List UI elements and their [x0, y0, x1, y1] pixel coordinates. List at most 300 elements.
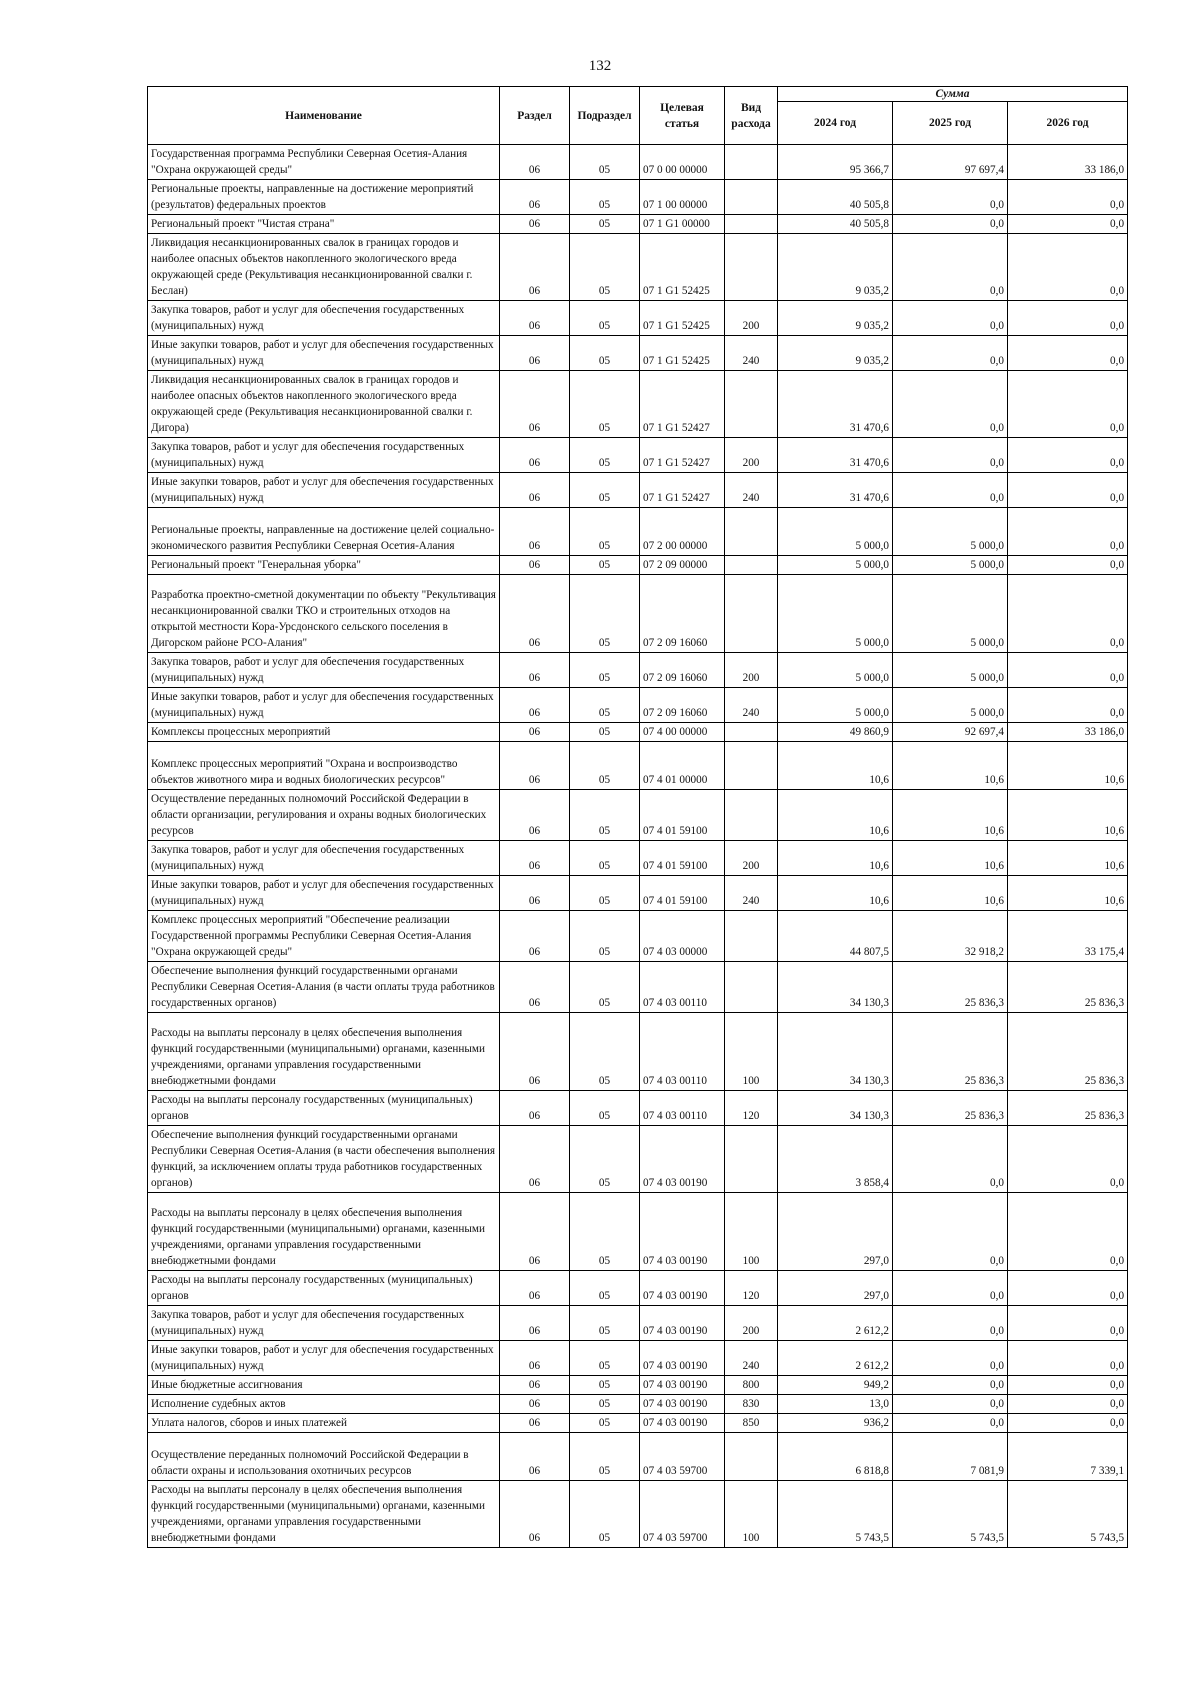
- cell-expense-type: [725, 962, 778, 1013]
- budget-table: [147, 86, 1128, 1548]
- table-row: [148, 556, 1128, 575]
- cell-name: Иные бюджетные ассигнования: [148, 1376, 500, 1395]
- cell-sum-2026: 0,0: [1008, 438, 1128, 473]
- cell-sum-2025: 0,0: [893, 336, 1008, 371]
- cell-section: 06: [500, 962, 570, 1013]
- cell-section: 06: [500, 508, 570, 556]
- header-name: Наименование: [148, 87, 500, 145]
- cell-target-article: 07 4 03 00190: [640, 1414, 725, 1433]
- cell-name: Региональный проект "Чистая страна": [148, 215, 500, 234]
- cell-sum-2024: 5 000,0: [778, 508, 893, 556]
- cell-sum-2026: 0,0: [1008, 180, 1128, 215]
- header-expense-type: Вид расхода: [725, 87, 778, 145]
- cell-sum-2024: 10,6: [778, 790, 893, 841]
- cell-target-article: 07 1 G1 52425: [640, 234, 725, 301]
- cell-sum-2026: 33 186,0: [1008, 723, 1128, 742]
- cell-sum-2026: 0,0: [1008, 688, 1128, 723]
- cell-section: 06: [500, 876, 570, 911]
- cell-subsection: 05: [570, 1271, 640, 1306]
- cell-sum-2025: 0,0: [893, 1306, 1008, 1341]
- cell-section: 06: [500, 301, 570, 336]
- cell-target-article: 07 2 09 16060: [640, 575, 725, 653]
- table-row: [148, 1341, 1128, 1376]
- table-row: [148, 841, 1128, 876]
- table-row: [148, 145, 1128, 180]
- table-row: [148, 234, 1128, 301]
- cell-sum-2026: 0,0: [1008, 1376, 1128, 1395]
- cell-name: Комплекс процессных мероприятий "Охрана и воспроизводство объектов животного мира и водных биологических ресурсов": [148, 742, 500, 790]
- cell-sum-2024: 31 470,6: [778, 438, 893, 473]
- cell-expense-type: 830: [725, 1395, 778, 1414]
- cell-expense-type: 200: [725, 653, 778, 688]
- cell-sum-2024: 34 130,3: [778, 962, 893, 1013]
- cell-target-article: 07 4 01 00000: [640, 742, 725, 790]
- cell-name: Закупка товаров, работ и услуг для обеспечения государственных (муниципальных) нужд: [148, 1306, 500, 1341]
- cell-sum-2024: 34 130,3: [778, 1013, 893, 1091]
- table-row: [148, 911, 1128, 962]
- cell-sum-2026: 5 743,5: [1008, 1481, 1128, 1548]
- cell-sum-2026: 0,0: [1008, 1395, 1128, 1414]
- cell-target-article: 07 4 03 59700: [640, 1433, 725, 1481]
- cell-expense-type: 200: [725, 438, 778, 473]
- table-row: [148, 876, 1128, 911]
- cell-target-article: 07 1 G1 00000: [640, 215, 725, 234]
- cell-sum-2025: 5 743,5: [893, 1481, 1008, 1548]
- cell-section: 06: [500, 234, 570, 301]
- cell-subsection: 05: [570, 1481, 640, 1548]
- cell-sum-2024: 95 366,7: [778, 145, 893, 180]
- cell-name: Расходы на выплаты персоналу в целях обеспечения выполнения функций государственными (муниципальными) органами, казенными учреждениями, органами управления государственными внебюджетными фондами: [148, 1481, 500, 1548]
- cell-name: Закупка товаров, работ и услуг для обеспечения государственных (муниципальных) нужд: [148, 841, 500, 876]
- cell-sum-2025: 0,0: [893, 473, 1008, 508]
- cell-name: Комплекс процессных мероприятий "Обеспечение реализации Государственной программы Республики Северная Осетия-Алания "Охрана окружающей среды": [148, 911, 500, 962]
- cell-expense-type: [725, 1126, 778, 1193]
- cell-section: 06: [500, 438, 570, 473]
- table-row: [148, 215, 1128, 234]
- cell-subsection: 05: [570, 215, 640, 234]
- cell-sum-2026: 10,6: [1008, 742, 1128, 790]
- cell-sum-2026: 0,0: [1008, 301, 1128, 336]
- cell-section: 06: [500, 180, 570, 215]
- cell-subsection: 05: [570, 556, 640, 575]
- cell-target-article: 07 1 G1 52427: [640, 371, 725, 438]
- cell-name: Закупка товаров, работ и услуг для обеспечения государственных (муниципальных) нужд: [148, 438, 500, 473]
- table-row: [148, 962, 1128, 1013]
- cell-expense-type: 240: [725, 473, 778, 508]
- cell-section: 06: [500, 336, 570, 371]
- cell-subsection: 05: [570, 723, 640, 742]
- table-row: [148, 1091, 1128, 1126]
- cell-subsection: 05: [570, 438, 640, 473]
- cell-name: Уплата налогов, сборов и иных платежей: [148, 1414, 500, 1433]
- cell-sum-2026: 0,0: [1008, 336, 1128, 371]
- cell-target-article: 07 1 G1 52427: [640, 438, 725, 473]
- cell-section: 06: [500, 1306, 570, 1341]
- cell-section: 06: [500, 145, 570, 180]
- cell-target-article: 07 4 03 00190: [640, 1193, 725, 1271]
- cell-sum-2026: 0,0: [1008, 575, 1128, 653]
- cell-expense-type: [725, 790, 778, 841]
- cell-target-article: 07 0 00 00000: [640, 145, 725, 180]
- table-row: [148, 1481, 1128, 1548]
- table-row: [148, 508, 1128, 556]
- cell-sum-2024: 34 130,3: [778, 1091, 893, 1126]
- cell-expense-type: [725, 145, 778, 180]
- cell-sum-2025: 0,0: [893, 371, 1008, 438]
- table-body: [148, 145, 1128, 1548]
- cell-sum-2026: 0,0: [1008, 1193, 1128, 1271]
- table-row: [148, 742, 1128, 790]
- cell-name: Расходы на выплаты персоналу государственных (муниципальных) органов: [148, 1091, 500, 1126]
- cell-name: Разработка проектно-сметной документации по объекту "Рекультивация несанкционированной свалки ТКО и строительных отходов на открытой местности Кора-Урсдонского сельского поселения в Дигорском районе РСО-Алания": [148, 575, 500, 653]
- cell-sum-2026: 0,0: [1008, 215, 1128, 234]
- cell-sum-2025: 32 918,2: [893, 911, 1008, 962]
- cell-sum-2026: 0,0: [1008, 371, 1128, 438]
- cell-target-article: 07 4 03 00110: [640, 1091, 725, 1126]
- header-sum-group: Сумма: [778, 87, 1128, 102]
- cell-subsection: 05: [570, 1341, 640, 1376]
- cell-expense-type: 200: [725, 841, 778, 876]
- cell-section: 06: [500, 1395, 570, 1414]
- cell-subsection: 05: [570, 876, 640, 911]
- cell-subsection: 05: [570, 473, 640, 508]
- cell-sum-2024: 40 505,8: [778, 215, 893, 234]
- cell-sum-2025: 0,0: [893, 1193, 1008, 1271]
- cell-expense-type: [725, 723, 778, 742]
- cell-sum-2024: 40 505,8: [778, 180, 893, 215]
- cell-sum-2026: 0,0: [1008, 1306, 1128, 1341]
- table-row: [148, 1193, 1128, 1271]
- table-row: [148, 1395, 1128, 1414]
- cell-sum-2025: 5 000,0: [893, 508, 1008, 556]
- cell-name: Осуществление переданных полномочий Российской Федерации в области охраны и использования охотничьих ресурсов: [148, 1433, 500, 1481]
- cell-expense-type: 240: [725, 688, 778, 723]
- cell-subsection: 05: [570, 336, 640, 371]
- cell-sum-2024: 2 612,2: [778, 1341, 893, 1376]
- cell-section: 06: [500, 1013, 570, 1091]
- cell-target-article: 07 1 G1 52427: [640, 473, 725, 508]
- cell-name: Закупка товаров, работ и услуг для обеспечения государственных (муниципальных) нужд: [148, 653, 500, 688]
- cell-target-article: 07 2 09 16060: [640, 653, 725, 688]
- cell-section: 06: [500, 473, 570, 508]
- cell-section: 06: [500, 1481, 570, 1548]
- cell-name: Закупка товаров, работ и услуг для обеспечения государственных (муниципальных) нужд: [148, 301, 500, 336]
- cell-section: 06: [500, 1433, 570, 1481]
- cell-sum-2025: 5 000,0: [893, 653, 1008, 688]
- cell-expense-type: [725, 556, 778, 575]
- cell-expense-type: [725, 742, 778, 790]
- cell-section: 06: [500, 575, 570, 653]
- cell-sum-2025: 92 697,4: [893, 723, 1008, 742]
- cell-section: 06: [500, 556, 570, 575]
- cell-sum-2025: 97 697,4: [893, 145, 1008, 180]
- cell-sum-2026: 25 836,3: [1008, 1091, 1128, 1126]
- cell-expense-type: [725, 508, 778, 556]
- table-row: [148, 438, 1128, 473]
- cell-sum-2024: 9 035,2: [778, 336, 893, 371]
- cell-sum-2025: 0,0: [893, 1271, 1008, 1306]
- cell-name: Иные закупки товаров, работ и услуг для обеспечения государственных (муниципальных) нужд: [148, 876, 500, 911]
- cell-expense-type: 200: [725, 301, 778, 336]
- cell-expense-type: [725, 371, 778, 438]
- cell-sum-2024: 10,6: [778, 841, 893, 876]
- table-row: [148, 473, 1128, 508]
- cell-expense-type: [725, 234, 778, 301]
- header-subsection: Подраздел: [570, 87, 640, 145]
- cell-target-article: 07 4 03 00190: [640, 1271, 725, 1306]
- cell-sum-2026: 25 836,3: [1008, 1013, 1128, 1091]
- cell-subsection: 05: [570, 653, 640, 688]
- cell-section: 06: [500, 1341, 570, 1376]
- cell-expense-type: 100: [725, 1481, 778, 1548]
- cell-section: 06: [500, 742, 570, 790]
- cell-target-article: 07 2 00 00000: [640, 508, 725, 556]
- cell-target-article: 07 2 09 16060: [640, 688, 725, 723]
- cell-sum-2024: 2 612,2: [778, 1306, 893, 1341]
- table-header: [148, 87, 1128, 145]
- cell-name: Региональные проекты, направленные на достижение целей социально-экономического развития Республики Северная Осетия-Алания: [148, 508, 500, 556]
- cell-expense-type: [725, 575, 778, 653]
- cell-sum-2025: 10,6: [893, 790, 1008, 841]
- cell-expense-type: [725, 911, 778, 962]
- cell-name: Иные закупки товаров, работ и услуг для обеспечения государственных (муниципальных) нужд: [148, 688, 500, 723]
- cell-sum-2025: 0,0: [893, 301, 1008, 336]
- cell-section: 06: [500, 371, 570, 438]
- cell-expense-type: 120: [725, 1271, 778, 1306]
- cell-sum-2024: 31 470,6: [778, 473, 893, 508]
- cell-name: Расходы на выплаты персоналу в целях обеспечения выполнения функций государственными (муниципальными) органами, казенными учреждениями, органами управления государственными внебюджетными фондами: [148, 1013, 500, 1091]
- cell-subsection: 05: [570, 1395, 640, 1414]
- cell-sum-2024: 44 807,5: [778, 911, 893, 962]
- table-row: [148, 575, 1128, 653]
- cell-expense-type: 100: [725, 1193, 778, 1271]
- cell-expense-type: 850: [725, 1414, 778, 1433]
- cell-name: Государственная программа Республики Северная Осетия-Алания "Охрана окружающей среды": [148, 145, 500, 180]
- cell-sum-2025: 10,6: [893, 876, 1008, 911]
- cell-subsection: 05: [570, 301, 640, 336]
- cell-expense-type: 240: [725, 876, 778, 911]
- cell-sum-2025: 0,0: [893, 1414, 1008, 1433]
- cell-sum-2026: 10,6: [1008, 876, 1128, 911]
- cell-sum-2025: 0,0: [893, 180, 1008, 215]
- cell-expense-type: [725, 1433, 778, 1481]
- header-year-2026: 2026 год: [1008, 102, 1128, 145]
- cell-name: Комплексы процессных мероприятий: [148, 723, 500, 742]
- cell-sum-2025: 10,6: [893, 841, 1008, 876]
- cell-expense-type: 240: [725, 336, 778, 371]
- cell-name: Обеспечение выполнения функций государственными органами Республики Северная Осетия-Алания (в части обеспечения выполнения функций, за исключением оплаты труда работников государственных органов): [148, 1126, 500, 1193]
- cell-subsection: 05: [570, 841, 640, 876]
- cell-expense-type: 200: [725, 1306, 778, 1341]
- cell-sum-2025: 0,0: [893, 1395, 1008, 1414]
- cell-target-article: 07 4 03 00190: [640, 1376, 725, 1395]
- cell-subsection: 05: [570, 1376, 640, 1395]
- cell-sum-2025: 25 836,3: [893, 1091, 1008, 1126]
- cell-name: Ликвидация несанкционированных свалок в границах городов и наиболее опасных объектов накопленного экологического вреда окружающей среде (Рекультивация несанкционированной свалки г. Дигора): [148, 371, 500, 438]
- cell-sum-2024: 10,6: [778, 742, 893, 790]
- table-row: [148, 653, 1128, 688]
- cell-subsection: 05: [570, 371, 640, 438]
- cell-sum-2024: 13,0: [778, 1395, 893, 1414]
- cell-sum-2026: 33 186,0: [1008, 145, 1128, 180]
- cell-section: 06: [500, 1376, 570, 1395]
- cell-sum-2026: 0,0: [1008, 1414, 1128, 1433]
- cell-section: 06: [500, 1193, 570, 1271]
- cell-sum-2025: 0,0: [893, 438, 1008, 473]
- cell-subsection: 05: [570, 962, 640, 1013]
- table-row: [148, 1433, 1128, 1481]
- cell-target-article: 07 1 G1 52425: [640, 301, 725, 336]
- cell-target-article: 07 2 09 00000: [640, 556, 725, 575]
- cell-sum-2026: 10,6: [1008, 841, 1128, 876]
- cell-subsection: 05: [570, 1193, 640, 1271]
- cell-subsection: 05: [570, 1126, 640, 1193]
- cell-name: Обеспечение выполнения функций государственными органами Республики Северная Осетия-Алания (в части оплаты труда работников государственных органов): [148, 962, 500, 1013]
- cell-subsection: 05: [570, 234, 640, 301]
- table-row: [148, 1126, 1128, 1193]
- cell-target-article: 07 4 03 00110: [640, 962, 725, 1013]
- cell-section: 06: [500, 790, 570, 841]
- cell-subsection: 05: [570, 1091, 640, 1126]
- cell-sum-2025: 10,6: [893, 742, 1008, 790]
- cell-target-article: 07 4 01 59100: [640, 841, 725, 876]
- cell-section: 06: [500, 841, 570, 876]
- cell-subsection: 05: [570, 1306, 640, 1341]
- table-row: [148, 1271, 1128, 1306]
- cell-sum-2024: 297,0: [778, 1271, 893, 1306]
- cell-subsection: 05: [570, 508, 640, 556]
- table-row: [148, 1306, 1128, 1341]
- cell-sum-2024: 49 860,9: [778, 723, 893, 742]
- cell-expense-type: [725, 180, 778, 215]
- cell-target-article: 07 4 03 00190: [640, 1395, 725, 1414]
- cell-target-article: 07 1 00 00000: [640, 180, 725, 215]
- cell-subsection: 05: [570, 1433, 640, 1481]
- cell-sum-2025: 25 836,3: [893, 1013, 1008, 1091]
- cell-section: 06: [500, 1126, 570, 1193]
- cell-target-article: 07 4 03 59700: [640, 1481, 725, 1548]
- cell-subsection: 05: [570, 790, 640, 841]
- cell-section: 06: [500, 1271, 570, 1306]
- cell-sum-2024: 5 000,0: [778, 575, 893, 653]
- cell-subsection: 05: [570, 575, 640, 653]
- cell-section: 06: [500, 215, 570, 234]
- cell-name: Региональные проекты, направленные на достижение мероприятий (результатов) федеральных проектов: [148, 180, 500, 215]
- cell-sum-2026: 10,6: [1008, 790, 1128, 841]
- cell-sum-2024: 936,2: [778, 1414, 893, 1433]
- cell-sum-2025: 0,0: [893, 1341, 1008, 1376]
- cell-name: Расходы на выплаты персоналу в целях обеспечения выполнения функций государственными (муниципальными) органами, казенными учреждениями, органами управления государственными внебюджетными фондами: [148, 1193, 500, 1271]
- cell-target-article: 07 4 03 00000: [640, 911, 725, 962]
- cell-expense-type: [725, 215, 778, 234]
- cell-sum-2024: 297,0: [778, 1193, 893, 1271]
- cell-sum-2025: 5 000,0: [893, 688, 1008, 723]
- cell-subsection: 05: [570, 742, 640, 790]
- table-row: [148, 301, 1128, 336]
- table-row: [148, 723, 1128, 742]
- cell-section: 06: [500, 1091, 570, 1126]
- cell-sum-2024: 10,6: [778, 876, 893, 911]
- cell-expense-type: 100: [725, 1013, 778, 1091]
- header-target-article: Целевая статья: [640, 87, 725, 145]
- cell-sum-2025: 0,0: [893, 234, 1008, 301]
- cell-subsection: 05: [570, 180, 640, 215]
- cell-sum-2026: 0,0: [1008, 653, 1128, 688]
- table-row: [148, 180, 1128, 215]
- cell-target-article: 07 4 03 00110: [640, 1013, 725, 1091]
- cell-name: Исполнение судебных актов: [148, 1395, 500, 1414]
- cell-sum-2026: 33 175,4: [1008, 911, 1128, 962]
- cell-sum-2024: 9 035,2: [778, 301, 893, 336]
- cell-target-article: 07 4 03 00190: [640, 1306, 725, 1341]
- cell-name: Расходы на выплаты персоналу государственных (муниципальных) органов: [148, 1271, 500, 1306]
- cell-sum-2024: 3 858,4: [778, 1126, 893, 1193]
- cell-sum-2024: 6 818,8: [778, 1433, 893, 1481]
- cell-sum-2026: 0,0: [1008, 234, 1128, 301]
- cell-target-article: 07 4 01 59100: [640, 790, 725, 841]
- cell-sum-2026: 0,0: [1008, 508, 1128, 556]
- cell-sum-2026: 0,0: [1008, 1271, 1128, 1306]
- cell-sum-2024: 949,2: [778, 1376, 893, 1395]
- cell-sum-2024: 31 470,6: [778, 371, 893, 438]
- cell-subsection: 05: [570, 1414, 640, 1433]
- cell-name: Иные закупки товаров, работ и услуг для обеспечения государственных (муниципальных) нужд: [148, 1341, 500, 1376]
- cell-sum-2024: 5 000,0: [778, 653, 893, 688]
- cell-section: 06: [500, 723, 570, 742]
- table-row: [148, 688, 1128, 723]
- cell-sum-2025: 5 000,0: [893, 556, 1008, 575]
- cell-target-article: 07 4 03 00190: [640, 1126, 725, 1193]
- cell-name: Региональный проект "Генеральная уборка": [148, 556, 500, 575]
- header-section: Раздел: [500, 87, 570, 145]
- cell-expense-type: 240: [725, 1341, 778, 1376]
- table-row: [148, 1376, 1128, 1395]
- cell-sum-2026: 0,0: [1008, 1126, 1128, 1193]
- cell-subsection: 05: [570, 688, 640, 723]
- cell-expense-type: 120: [725, 1091, 778, 1126]
- table-row: [148, 1414, 1128, 1433]
- cell-sum-2024: 5 743,5: [778, 1481, 893, 1548]
- cell-sum-2025: 0,0: [893, 1126, 1008, 1193]
- header-year-2024: 2024 год: [778, 102, 893, 145]
- cell-target-article: 07 4 01 59100: [640, 876, 725, 911]
- cell-expense-type: 800: [725, 1376, 778, 1395]
- cell-sum-2026: 7 339,1: [1008, 1433, 1128, 1481]
- cell-target-article: 07 4 03 00190: [640, 1341, 725, 1376]
- cell-sum-2024: 5 000,0: [778, 556, 893, 575]
- table-row: [148, 336, 1128, 371]
- cell-name: Иные закупки товаров, работ и услуг для обеспечения государственных (муниципальных) нужд: [148, 473, 500, 508]
- cell-subsection: 05: [570, 145, 640, 180]
- cell-target-article: 07 4 00 00000: [640, 723, 725, 742]
- cell-section: 06: [500, 911, 570, 962]
- table-row: [148, 371, 1128, 438]
- cell-sum-2026: 0,0: [1008, 473, 1128, 508]
- cell-section: 06: [500, 688, 570, 723]
- cell-sum-2026: 0,0: [1008, 1341, 1128, 1376]
- cell-name: Осуществление переданных полномочий Российской Федерации в области организации, регулирования и охраны водных биологических ресурсов: [148, 790, 500, 841]
- cell-sum-2025: 0,0: [893, 215, 1008, 234]
- table-row: [148, 1013, 1128, 1091]
- cell-name: Иные закупки товаров, работ и услуг для обеспечения государственных (муниципальных) нужд: [148, 336, 500, 371]
- cell-sum-2025: 25 836,3: [893, 962, 1008, 1013]
- cell-name: Ликвидация несанкционированных свалок в границах городов и наиболее опасных объектов накопленного экологического вреда окружающей среде (Рекультивация несанкционированной свалки г. Беслан): [148, 234, 500, 301]
- cell-sum-2024: 5 000,0: [778, 688, 893, 723]
- cell-sum-2024: 9 035,2: [778, 234, 893, 301]
- cell-section: 06: [500, 653, 570, 688]
- cell-subsection: 05: [570, 1013, 640, 1091]
- cell-sum-2025: 7 081,9: [893, 1433, 1008, 1481]
